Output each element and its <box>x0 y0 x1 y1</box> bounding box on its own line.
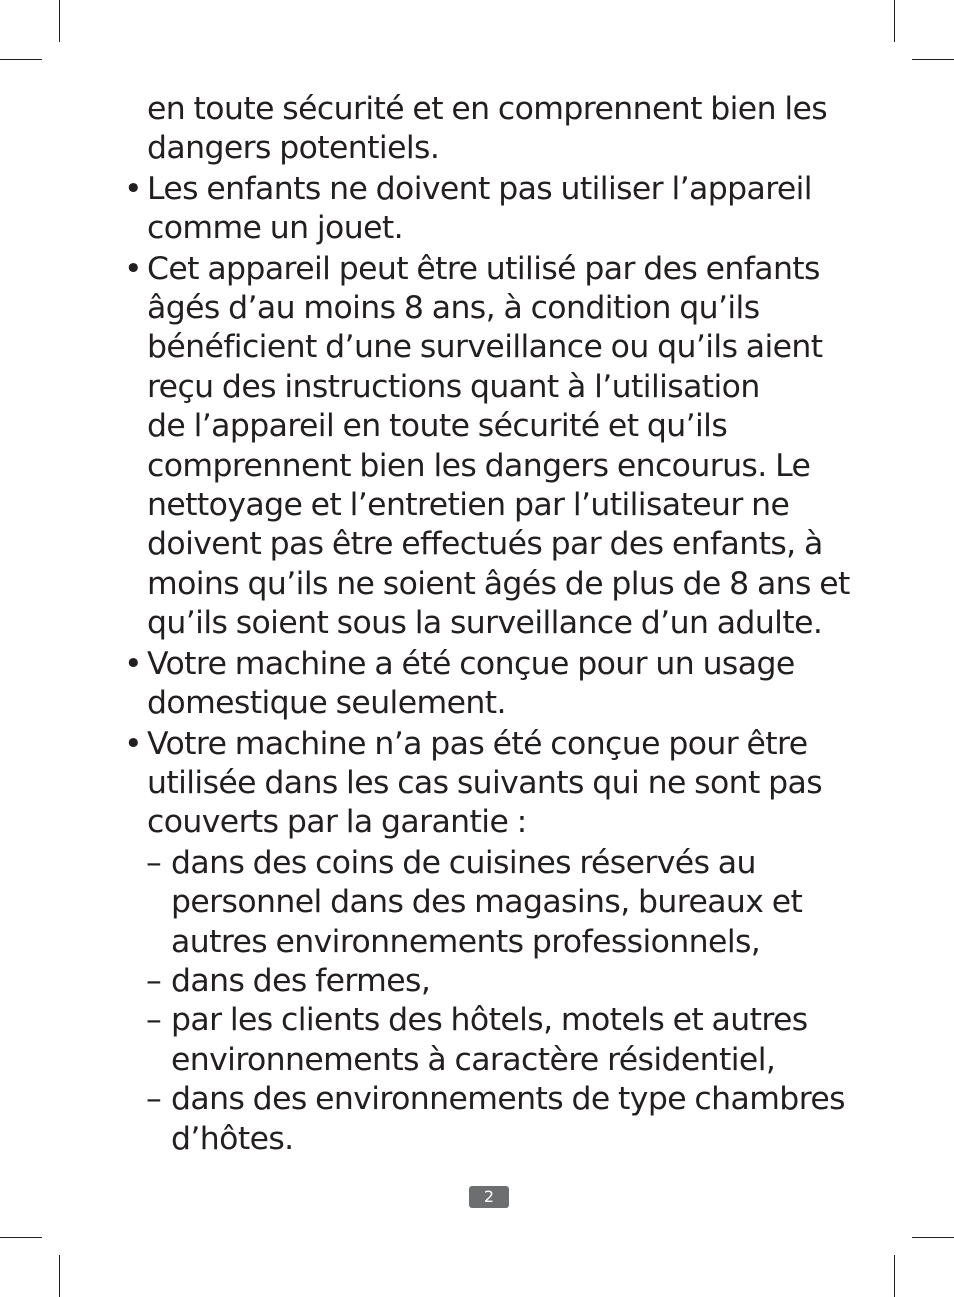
text-line: dans des coins de cuisines réservés au <box>171 844 756 881</box>
text-line: comme un jouet. <box>147 210 404 247</box>
crop-mark-bottom-left-horizontal <box>0 1237 42 1238</box>
crop-mark-top-right-vertical <box>894 0 895 42</box>
text-line: Votre machine n’a pas été conçue pour être <box>147 725 808 762</box>
bullet-item-not-designed-for <box>124 725 864 843</box>
bullet-icon: • <box>124 725 142 762</box>
bullet-icon: • <box>124 170 142 207</box>
text-line: reçu des instructions quant à l’utilisation <box>147 368 760 405</box>
text-line: autres environnements professionnels, <box>171 923 761 960</box>
dash-icon: – <box>146 962 162 999</box>
page-number-badge: 2 <box>469 1186 509 1208</box>
text-line: doivent pas être effectués par des enfants, à <box>147 526 823 563</box>
text-line: environnements à caractère résidentiel, <box>171 1041 776 1078</box>
bullet-item-domestic-use <box>124 645 864 724</box>
bullet-item-children-8-years <box>124 250 864 644</box>
text-line: bénéficient d’une surveillance ou qu’ils aient <box>147 329 823 366</box>
crop-mark-bottom-right-horizontal <box>912 1237 954 1238</box>
text-line: de l’appareil en toute sécurité et qu’ils <box>147 408 728 445</box>
bullet-item-toy <box>124 170 864 249</box>
text-line: dans des environnements de type chambres <box>171 1081 845 1118</box>
text-line: dans des fermes, <box>171 962 431 999</box>
sub-item-farms <box>124 962 864 1001</box>
sub-item-hotels <box>124 1001 864 1080</box>
bullet-icon: • <box>124 645 142 682</box>
text-line: domestique seulement. <box>147 685 506 722</box>
crop-mark-bottom-right-vertical <box>894 1255 895 1297</box>
crop-mark-top-left-vertical <box>59 0 60 42</box>
text-line: âgés d’au moins 8 ans, à condition qu’ils <box>147 290 760 327</box>
text-line: couverts par la garantie : <box>147 804 527 841</box>
manual-text-body <box>124 90 864 1159</box>
dash-icon: – <box>146 1081 162 1118</box>
continuation-paragraph <box>124 90 864 169</box>
text-line: utilisée dans les cas suivants qui ne sont pas <box>147 764 823 801</box>
text-line: comprennent bien les dangers encourus. Le <box>147 447 811 484</box>
text-line: Votre machine a été conçue pour un usage <box>147 645 795 682</box>
dash-icon: – <box>146 844 162 881</box>
sub-item-staff-kitchens <box>124 844 864 962</box>
text-line: dangers potentiels. <box>147 130 440 167</box>
text-line: par les clients des hôtels, motels et autres <box>171 1002 808 1039</box>
crop-mark-bottom-left-vertical <box>59 1255 60 1297</box>
text-line: nettoyage et l’entretien par l’utilisateur ne <box>147 487 790 524</box>
text-line: qu’ils soient sous la surveillance d’un adulte. <box>147 605 823 642</box>
text-line: en toute sécurité et en comprennent bien les <box>147 91 828 127</box>
text-line: personnel dans des magasins, bureaux et <box>171 884 803 921</box>
crop-mark-top-right-horizontal <box>912 59 954 60</box>
text-line: moins qu’ils ne soient âgés de plus de 8 ans et <box>147 565 850 602</box>
text-line: d’hôtes. <box>171 1120 294 1157</box>
crop-mark-top-left-horizontal <box>0 59 42 60</box>
text-line: Cet appareil peut être utilisé par des enfants <box>147 250 820 287</box>
sub-item-bed-and-breakfast <box>124 1080 864 1159</box>
text-line: Les enfants ne doivent pas utiliser l’appareil <box>147 170 812 207</box>
dash-icon: – <box>146 1002 162 1039</box>
bullet-icon: • <box>124 250 142 287</box>
